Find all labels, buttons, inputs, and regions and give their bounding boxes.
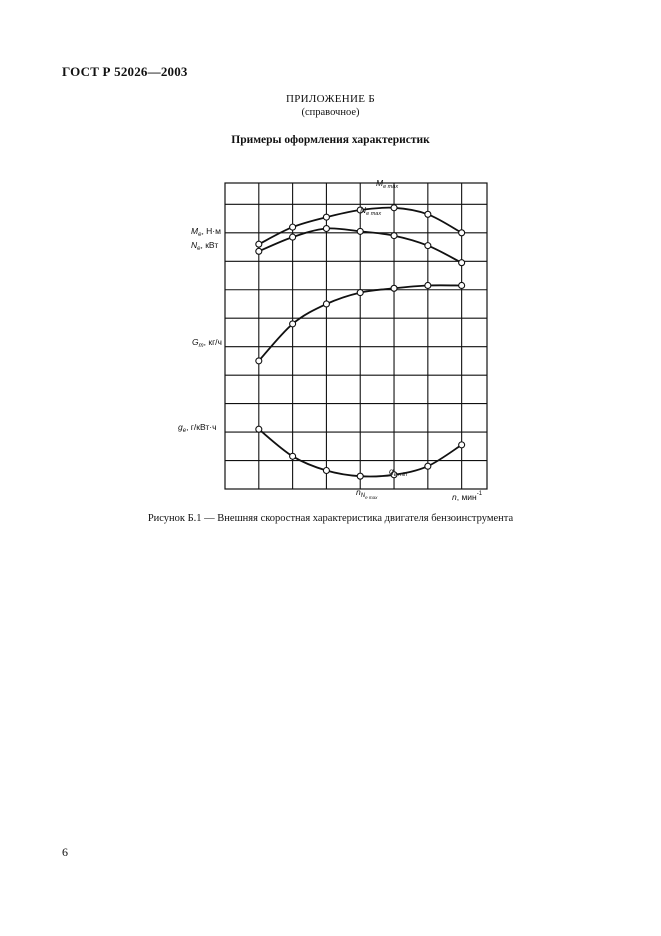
specific-consumption-data-point bbox=[323, 467, 329, 473]
power-data-point bbox=[425, 243, 431, 249]
fuel-consumption-axis-label: $G_т$, кг/ч bbox=[192, 337, 222, 349]
torque-data-point bbox=[290, 224, 296, 230]
specific-consumption-data-point bbox=[459, 442, 465, 448]
chart-grid bbox=[225, 183, 487, 489]
page-number: 6 bbox=[62, 845, 68, 859]
specific-min-annotation: $g_{e min}$ bbox=[389, 466, 408, 478]
power-data-point bbox=[391, 233, 397, 239]
torque-axis-label: $M_e$, Н·м bbox=[191, 226, 221, 238]
specific-consumption-data-point bbox=[425, 463, 431, 469]
torque-data-point bbox=[459, 230, 465, 236]
power-data-point bbox=[459, 260, 465, 266]
power-data-point bbox=[256, 248, 262, 254]
fuel-consumption-data-point bbox=[357, 290, 363, 296]
appendix-subtitle: (справочное) bbox=[301, 107, 360, 118]
specific-consumption-data-point bbox=[290, 453, 296, 459]
appendix-title: ПРИЛОЖЕНИЕ Б bbox=[286, 93, 375, 105]
chart-frame bbox=[225, 183, 487, 489]
torque-max-annotation: $M_{e max}$ bbox=[376, 178, 399, 190]
power-axis-label: $N_e$, кВт bbox=[191, 240, 219, 252]
power-data-point bbox=[357, 228, 363, 234]
fuel-consumption-data-point bbox=[459, 282, 465, 288]
fuel-consumption-data-point bbox=[391, 285, 397, 291]
fuel-consumption-data-point bbox=[323, 301, 329, 307]
specific-consumption-data-point bbox=[357, 473, 363, 479]
document-code: ГОСТ Р 52026—2003 bbox=[62, 64, 188, 79]
speed-at-max-power-label: $n_{Ne max}$ bbox=[356, 487, 378, 500]
section-title: Примеры оформления характеристик bbox=[231, 134, 430, 146]
fuel-consumption-data-point bbox=[290, 321, 296, 327]
torque-data-point bbox=[391, 205, 397, 211]
specific-consumption-data-point bbox=[256, 426, 262, 432]
power-data-point bbox=[290, 234, 296, 240]
speed-axis-label: n, мин$^{-1}$ bbox=[452, 491, 483, 502]
torque-data-point bbox=[256, 241, 262, 247]
fuel-consumption-data-point bbox=[256, 358, 262, 364]
torque-data-point bbox=[323, 214, 329, 220]
torque-data-point bbox=[425, 211, 431, 217]
power-max-annotation: $N_{e max}$ bbox=[360, 205, 382, 217]
specific-consumption-axis-label: $g_e$, г/кВт·ч bbox=[178, 422, 217, 434]
fuel-consumption-data-point bbox=[425, 282, 431, 288]
power-data-point bbox=[323, 226, 329, 232]
figure-caption: Рисунок Б.1 — Внешняя скоростная характеристика двигателя бензоинструмента bbox=[147, 513, 514, 524]
